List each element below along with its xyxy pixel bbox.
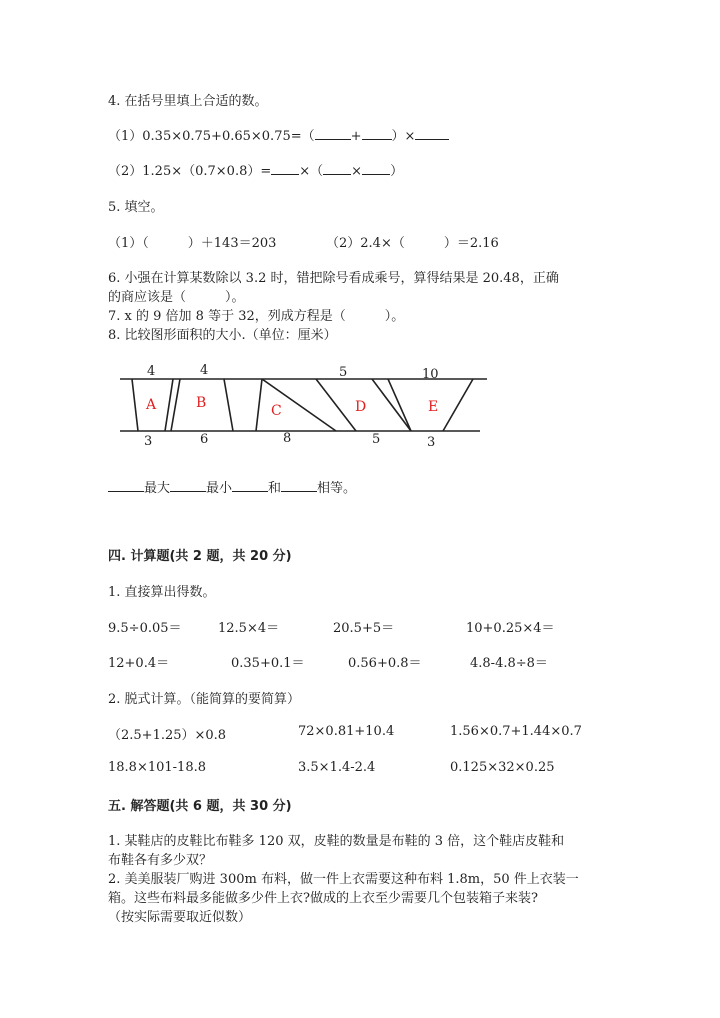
and-label: 和	[268, 481, 282, 496]
top-label: 5	[339, 365, 348, 380]
answer-blank[interactable]	[170, 479, 206, 492]
step-calc-item: 3.5×1.4-2.4	[298, 760, 376, 775]
shape-a-label: A	[146, 397, 157, 413]
trapezoid-figure	[0, 355, 720, 455]
s5-q2-line-3: （按实际需要取近似数）	[108, 910, 252, 925]
shape-b-edge	[224, 379, 233, 431]
q8-title: 8. 比较图形面积的大小.（单位：厘米）	[108, 328, 337, 343]
mental-math-item: 4.8-4.8÷8＝	[470, 656, 548, 671]
bottom-label: 8	[283, 431, 292, 446]
answer-blank[interactable]	[232, 479, 268, 492]
answer-blank[interactable]	[315, 127, 351, 140]
shape-e-edge	[443, 379, 473, 431]
q6-line-1: 6. 小强在计算某数除以 3.2 时，错把除号看成乘号，算得结果是 20.48，正确	[108, 271, 559, 286]
s5-q2-line-2: 箱。这些布料最多能做多少件上衣?做成的上衣至少需要几个包装箱子来装?	[108, 891, 538, 906]
shape-e-label: E	[428, 399, 439, 415]
answer-blank[interactable]	[415, 127, 449, 140]
step-calc-item: 72×0.81+10.4	[298, 724, 395, 739]
shape-a-edge	[132, 379, 138, 431]
section-4-title: 四. 计算题(共 2 题，共 20 分)	[108, 549, 292, 564]
section-5-title: 五. 解答题(共 6 题，共 30 分)	[108, 799, 292, 814]
top-label: 4	[200, 363, 209, 378]
s5-q1-line-2: 布鞋各有多少双？	[108, 853, 213, 868]
q4-item-2	[108, 160, 403, 179]
q4-item-1-lead: （1）0.35×0.75+0.65×0.75=（	[108, 129, 315, 144]
min-label: 最小	[206, 481, 233, 496]
s5-q1-line-1: 1. 某鞋店的皮鞋比布鞋多 120 双，皮鞋的数量是布鞋的 3 倍，这个鞋店皮鞋和	[108, 834, 565, 849]
answer-blank[interactable]	[281, 479, 317, 492]
bottom-label: 5	[372, 432, 381, 447]
answer-blank[interactable]	[271, 162, 299, 175]
q4-title: 4. 在括号里填上合适的数。	[108, 94, 268, 109]
step-calc-item: 0.125×32×0.25	[450, 760, 555, 775]
step-calc-item: （2.5+1.25）×0.8	[108, 728, 227, 743]
q5-item-1: （1）（ ）＋143＝203	[108, 236, 277, 251]
shape-d-label: D	[355, 399, 367, 415]
mental-math-item: 0.56+0.8＝	[348, 656, 422, 671]
times-sign: ×（	[299, 164, 324, 179]
plus-sign: +	[350, 129, 362, 144]
q5-title: 5. 填空。	[108, 200, 164, 215]
bottom-label: 3	[144, 434, 153, 449]
mental-math-item: 0.35+0.1＝	[231, 656, 305, 671]
mental-math-item: 12.5×4＝	[218, 621, 280, 636]
q4-item-2-lead: （2）1.25×（0.7×0.8）=	[108, 164, 272, 179]
times-sign: ×	[351, 164, 363, 179]
bottom-label: 6	[200, 432, 209, 447]
q6-line-2: 的商应该是（ ）。	[108, 290, 245, 305]
answer-blank[interactable]	[323, 162, 351, 175]
answer-blank[interactable]	[362, 127, 392, 140]
mental-math-item: 10+0.25×4＝	[466, 621, 555, 636]
q4-item-1-mid: ）×	[391, 129, 416, 144]
top-label: 4	[147, 364, 156, 379]
q5-item-2: （2）2.4×（ ）＝2.16	[326, 236, 499, 251]
q7-text: 7. x 的 9 倍加 8 等于 32，列成方程是（ ）。	[108, 309, 405, 324]
shape-c-edge	[256, 379, 262, 431]
top-label: 10	[422, 367, 439, 382]
s4-q2-title: 2. 脱式计算。（能简算的要简算）	[108, 692, 301, 707]
q4-item-1	[108, 125, 449, 144]
shape-d-edge	[316, 379, 356, 431]
s4-q1-title: 1. 直接算出得数。	[108, 585, 216, 600]
mental-math-item: 12+0.4＝	[108, 656, 170, 671]
bottom-label: 3	[427, 435, 436, 450]
s5-q2-line-1: 2. 美美服装厂购进 300m 布料，做一件上衣需要这种布料 1.8m，50 件上衣装一	[108, 872, 579, 887]
step-calc-item: 18.8×101-18.8	[108, 760, 206, 775]
shape-b-label: B	[196, 395, 207, 411]
shape-c-label: C	[271, 403, 282, 419]
step-calc-item: 1.56×0.7+1.44×0.7	[450, 724, 582, 739]
close-paren: ）	[390, 164, 404, 179]
answer-blank[interactable]	[362, 162, 390, 175]
equal-label: 相等。	[317, 481, 357, 496]
q8-answer	[108, 477, 356, 496]
mental-math-item: 20.5+5＝	[333, 621, 395, 636]
mental-math-item: 9.5÷0.05＝	[108, 621, 182, 636]
answer-blank[interactable]	[108, 479, 144, 492]
max-label: 最大	[144, 481, 171, 496]
